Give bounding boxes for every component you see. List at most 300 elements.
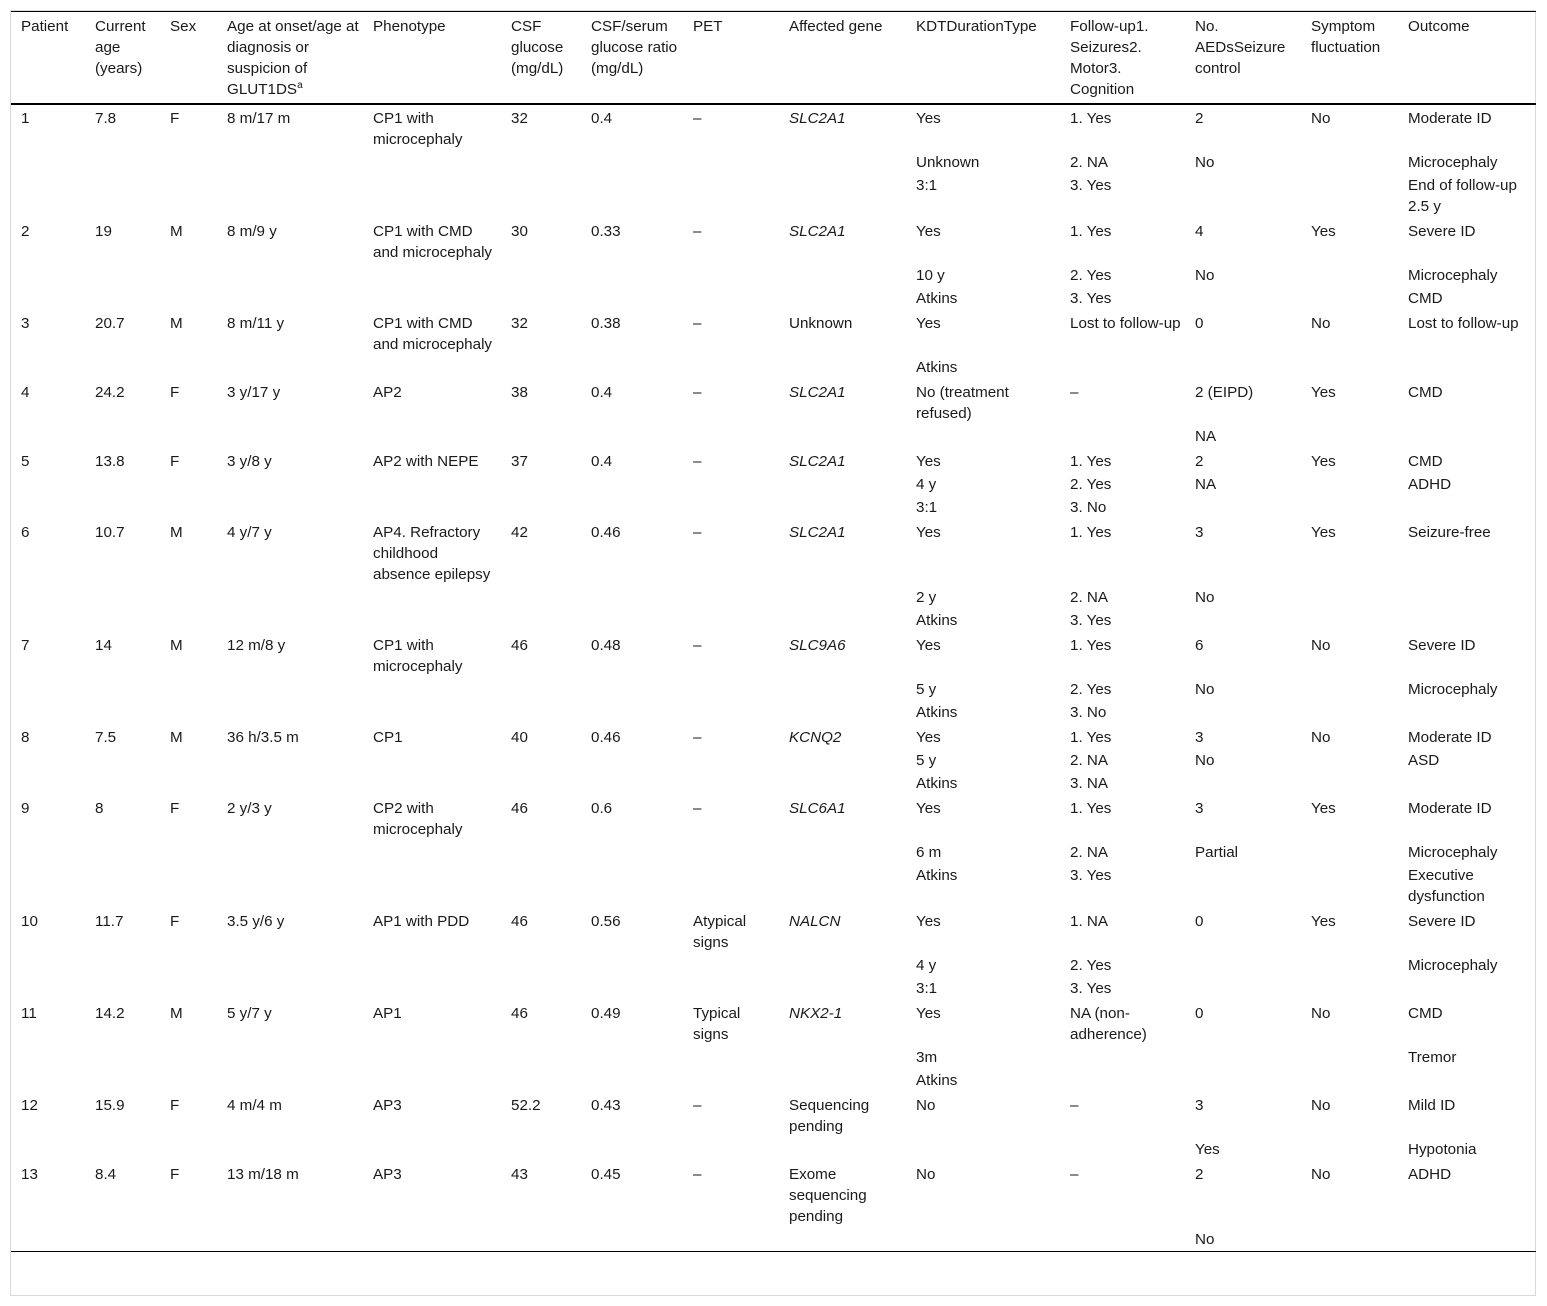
table-cell	[779, 425, 906, 448]
table-cell	[1398, 425, 1536, 448]
table-cell: 8	[21, 729, 30, 746]
table-cell: Atkins	[916, 867, 958, 884]
table-cell: SLC2A1	[789, 384, 846, 401]
table-cell	[683, 425, 779, 448]
table-cell: 2. Yes	[1070, 476, 1112, 493]
table-cell	[160, 287, 217, 310]
table-cell: 46	[511, 1005, 528, 1022]
table-cell	[11, 1046, 85, 1069]
col-header-follow-up: Follow-up1. Seizures2. Motor3. Cognition	[1070, 18, 1149, 98]
table-cell	[581, 425, 683, 448]
table-cell: 1. NA	[1070, 913, 1108, 930]
table-cell: CMD	[1408, 453, 1443, 470]
table-cell	[779, 174, 906, 218]
table-cell: AP2	[373, 384, 402, 401]
table-cell: 2. NA	[1070, 844, 1108, 861]
table-cell: 0.38	[591, 315, 621, 332]
table-cell: 40	[511, 729, 528, 746]
table-cell: 13 m/18 m	[227, 1166, 299, 1183]
table-cell: ADHD	[1408, 1166, 1452, 1183]
table-row	[11, 448, 1536, 473]
table-cell	[85, 496, 160, 519]
table-cell: Microcephaly	[1408, 957, 1498, 974]
table-cell: SLC2A1	[789, 223, 846, 240]
table-cell	[160, 586, 217, 609]
table-cell: 1. Yes	[1070, 110, 1112, 127]
col-header-aeds: No. AEDsSeizure control	[1195, 18, 1286, 77]
table-cell	[85, 701, 160, 724]
table-cell	[1301, 1046, 1398, 1069]
table-cell	[906, 1228, 1060, 1252]
table-cell	[363, 749, 501, 772]
table-cell	[501, 1046, 581, 1069]
table-cell	[363, 356, 501, 379]
table-cell: –	[693, 453, 702, 470]
table-row	[11, 264, 1536, 287]
table-cell	[1060, 1138, 1185, 1161]
table-cell	[501, 701, 581, 724]
table-cell: Yes	[916, 524, 941, 541]
table-cell	[11, 151, 85, 174]
table-cell	[85, 678, 160, 701]
table-cell	[683, 356, 779, 379]
table-cell	[363, 473, 501, 496]
table-row	[11, 1092, 1536, 1138]
table-cell	[779, 749, 906, 772]
table-cell	[1398, 609, 1536, 632]
col-header-current-age: Current age (years)	[95, 18, 146, 77]
table-cell	[1185, 701, 1301, 724]
table-cell: NA	[1195, 428, 1217, 445]
table-row	[11, 496, 1536, 519]
table-cell	[160, 496, 217, 519]
table-cell	[1185, 1069, 1301, 1092]
table-cell	[85, 772, 160, 795]
table-cell	[217, 1046, 363, 1069]
table-cell	[217, 174, 363, 218]
table-cell	[1398, 772, 1536, 795]
table-row	[11, 174, 1536, 218]
table-cell: Unknown	[916, 154, 980, 171]
table-cell	[85, 977, 160, 1000]
table-cell	[779, 496, 906, 519]
table-cell	[85, 954, 160, 977]
table-cell: CMD	[1408, 290, 1443, 307]
table-cell: 3 y/8 y	[227, 453, 272, 470]
table-cell	[217, 701, 363, 724]
table-cell: 2 (EIPD)	[1195, 384, 1254, 401]
table-row	[11, 749, 1536, 772]
table-cell: –	[1070, 384, 1079, 401]
table-cell: No	[1311, 1097, 1331, 1114]
table-cell: End of follow-up 2.5 y	[1408, 177, 1517, 215]
table-cell	[581, 678, 683, 701]
table-cell	[581, 1228, 683, 1252]
table-cell	[683, 772, 779, 795]
table-cell: 3 y/17 y	[227, 384, 281, 401]
table-cell: 4 m/4 m	[227, 1097, 282, 1114]
table-cell: 3	[1195, 1097, 1204, 1114]
table-cell	[779, 954, 906, 977]
table-cell	[11, 264, 85, 287]
table-cell	[1301, 425, 1398, 448]
table-cell	[1060, 1228, 1185, 1252]
table-cell	[11, 356, 85, 379]
table-cell: Microcephaly	[1408, 844, 1498, 861]
table-cell	[217, 609, 363, 632]
table-cell	[1185, 496, 1301, 519]
table-cell: 7	[21, 637, 30, 654]
table-cell	[217, 772, 363, 795]
table-cell	[501, 841, 581, 864]
table-cell	[160, 1069, 217, 1092]
table-cell: 3.5 y/6 y	[227, 913, 285, 930]
table-cell: No	[1311, 1166, 1331, 1183]
table-cell	[501, 954, 581, 977]
table-cell: 5 y	[916, 752, 937, 769]
table-cell: 5	[21, 453, 30, 470]
table-cell	[217, 678, 363, 701]
table-cell: –	[693, 524, 702, 541]
table-cell	[779, 609, 906, 632]
table-cell	[581, 1046, 683, 1069]
table-cell	[217, 356, 363, 379]
table-cell	[217, 264, 363, 287]
table-cell: 12	[21, 1097, 38, 1114]
table-cell	[217, 1138, 363, 1161]
table-cell: Seizure-free	[1408, 524, 1491, 541]
table-cell	[501, 1069, 581, 1092]
table-cell	[11, 586, 85, 609]
table-cell: 5 y	[916, 681, 937, 698]
table-cell	[217, 473, 363, 496]
col-header-affected-gene: Affected gene	[789, 18, 883, 35]
table-cell: 3. Yes	[1070, 612, 1112, 629]
table-cell: Yes	[1311, 913, 1336, 930]
table-cell	[683, 1228, 779, 1252]
table-cell: F	[170, 1166, 180, 1183]
table-cell	[85, 1069, 160, 1092]
table-cell	[11, 864, 85, 908]
table-cell	[11, 678, 85, 701]
table-cell	[363, 864, 501, 908]
table-cell: Yes	[916, 453, 941, 470]
table-cell: Mild ID	[1408, 1097, 1456, 1114]
table-cell	[11, 425, 85, 448]
table-cell	[779, 151, 906, 174]
table-cell: –	[693, 315, 702, 332]
table-cell: 0.46	[591, 524, 621, 541]
table-cell	[581, 151, 683, 174]
table-cell	[217, 1228, 363, 1252]
table-cell: Yes	[916, 1005, 941, 1022]
table-row	[11, 356, 1536, 379]
table-cell: 42	[511, 524, 528, 541]
table-cell	[683, 287, 779, 310]
table-row	[11, 104, 1536, 151]
table-cell: 3:1	[916, 980, 938, 997]
table-cell	[683, 841, 779, 864]
table-cell: 20.7	[95, 315, 125, 332]
table-row	[11, 908, 1536, 954]
table-cell: 3	[21, 315, 30, 332]
table-cell: Severe ID	[1408, 223, 1476, 240]
table-row	[11, 609, 1536, 632]
table-cell	[581, 586, 683, 609]
table-cell: 1. Yes	[1070, 524, 1112, 541]
table-cell	[683, 1069, 779, 1092]
table-cell: 38	[511, 384, 528, 401]
table-cell	[85, 287, 160, 310]
table-cell: SLC6A1	[789, 800, 846, 817]
table-cell: 3:1	[916, 177, 938, 194]
table-cell: 1. Yes	[1070, 223, 1112, 240]
table-cell	[1301, 977, 1398, 1000]
table-cell	[363, 1069, 501, 1092]
table-cell: No	[1195, 589, 1215, 606]
table-cell: 2. NA	[1070, 589, 1108, 606]
table-row	[11, 151, 1536, 174]
table-cell	[363, 1228, 501, 1252]
table-cell	[683, 473, 779, 496]
col-header-csf-glucose: CSF glucose (mg/dL)	[511, 18, 564, 77]
table-cell	[85, 609, 160, 632]
table-cell	[11, 954, 85, 977]
table-cell	[683, 1046, 779, 1069]
table-cell: 4 y/7 y	[227, 524, 272, 541]
table-cell: 19	[95, 223, 112, 240]
table-cell	[11, 749, 85, 772]
table-cell: Atkins	[916, 290, 958, 307]
table-cell	[779, 841, 906, 864]
table-cell: 8 m/11 y	[227, 315, 285, 332]
table-cell: 2	[21, 223, 30, 240]
table-cell	[11, 1138, 85, 1161]
table-cell: F	[170, 384, 180, 401]
table-cell: 11.7	[95, 913, 124, 930]
table-cell: 8.4	[95, 1166, 117, 1183]
table-cell	[1301, 864, 1398, 908]
table-cell	[779, 772, 906, 795]
table-cell: –	[1070, 1097, 1079, 1114]
table-cell	[683, 1138, 779, 1161]
table-cell	[363, 1046, 501, 1069]
table-cell	[11, 174, 85, 218]
table-cell: SLC2A1	[789, 524, 846, 541]
table-cell: CP1 with CMD and microcephaly	[373, 223, 493, 261]
table-cell: Unknown	[789, 315, 853, 332]
table-cell	[779, 473, 906, 496]
table-cell: AP3	[373, 1166, 402, 1183]
table-cell	[501, 678, 581, 701]
table-cell: 0.43	[591, 1097, 621, 1114]
table-cell: M	[170, 637, 183, 654]
table-cell	[11, 287, 85, 310]
col-header-patient: Patient	[21, 18, 69, 35]
table-cell	[779, 864, 906, 908]
table-cell	[779, 1228, 906, 1252]
table-cell: 43	[511, 1166, 528, 1183]
table-cell: 7.8	[95, 110, 117, 127]
table-cell: Yes	[1311, 223, 1336, 240]
table-cell	[1301, 841, 1398, 864]
table-cell: 46	[511, 913, 528, 930]
table-cell	[1398, 1228, 1536, 1252]
table-cell	[501, 977, 581, 1000]
table-cell: 52.2	[511, 1097, 541, 1114]
table-cell	[1301, 264, 1398, 287]
table-cell	[1301, 496, 1398, 519]
table-cell	[683, 864, 779, 908]
table-cell	[581, 1138, 683, 1161]
table-cell: F	[170, 110, 180, 127]
table-cell: Lost to follow-up	[1070, 315, 1181, 332]
table-cell	[581, 287, 683, 310]
table-cell	[85, 841, 160, 864]
table-cell	[501, 473, 581, 496]
table-cell: SLC2A1	[789, 110, 846, 127]
table-cell	[1301, 473, 1398, 496]
table-cell: 2. NA	[1070, 752, 1108, 769]
table-row	[11, 519, 1536, 586]
table-cell: 3	[1195, 729, 1204, 746]
table-row	[11, 772, 1536, 795]
table-cell: Yes	[1311, 453, 1336, 470]
table-cell: 0.6	[591, 800, 613, 817]
table-row	[11, 1228, 1536, 1252]
table-cell	[581, 841, 683, 864]
table-cell: KCNQ2	[789, 729, 842, 746]
table-cell	[363, 678, 501, 701]
table-cell	[1060, 1069, 1185, 1092]
table-cell	[85, 356, 160, 379]
table-cell: 15.9	[95, 1097, 125, 1114]
table-cell	[501, 772, 581, 795]
table-cell: 24.2	[95, 384, 125, 401]
table-cell	[1398, 356, 1536, 379]
table-cell	[683, 954, 779, 977]
table-cell: Moderate ID	[1408, 110, 1492, 127]
table-cell	[779, 1046, 906, 1069]
table-cell	[1301, 678, 1398, 701]
table-cell	[1301, 701, 1398, 724]
table-cell: Yes	[916, 913, 941, 930]
table-cell	[1301, 151, 1398, 174]
table-cell: 0.4	[591, 384, 613, 401]
table-cell	[1185, 864, 1301, 908]
table-cell	[217, 496, 363, 519]
table-cell: Hypotonia	[1408, 1141, 1477, 1158]
table-cell: 46	[511, 637, 528, 654]
table-cell	[363, 264, 501, 287]
table-cell: 4	[21, 384, 30, 401]
table-cell	[160, 749, 217, 772]
table-cell: 14	[95, 637, 112, 654]
table-cell	[85, 1046, 160, 1069]
table-cell	[1301, 586, 1398, 609]
table-cell	[779, 586, 906, 609]
table-cell: NALCN	[789, 913, 841, 930]
table-row	[11, 473, 1536, 496]
table-cell	[581, 609, 683, 632]
table-cell: Yes	[1311, 524, 1336, 541]
table-cell	[501, 609, 581, 632]
table-row	[11, 864, 1536, 908]
table-cell: CP1 with microcephaly	[373, 637, 463, 675]
table-cell: Yes	[916, 110, 941, 127]
table-row	[11, 218, 1536, 264]
table-cell	[11, 772, 85, 795]
table-cell: –	[693, 384, 702, 401]
table-cell	[160, 1138, 217, 1161]
table-cell: NA (non-adherence)	[1070, 1005, 1147, 1043]
table-cell: 3. NA	[1070, 775, 1108, 792]
table-row	[11, 977, 1536, 1000]
table-cell: CMD	[1408, 1005, 1443, 1022]
table-cell: 0.33	[591, 223, 621, 240]
table-row	[11, 425, 1536, 448]
table-row	[11, 701, 1536, 724]
table-cell: Yes	[916, 800, 941, 817]
table-cell	[779, 977, 906, 1000]
table-cell: 3:1	[916, 499, 938, 516]
table-cell: Severe ID	[1408, 913, 1476, 930]
table-cell	[11, 1069, 85, 1092]
table-cell	[85, 586, 160, 609]
header-row	[11, 12, 1536, 105]
table-cell: 7.5	[95, 729, 117, 746]
table-cell	[581, 864, 683, 908]
table-cell	[683, 609, 779, 632]
table-cell: 3. Yes	[1070, 290, 1112, 307]
table-cell	[581, 1069, 683, 1092]
table-cell: Yes	[1195, 1141, 1220, 1158]
table-cell: 1	[21, 110, 30, 127]
table-cell: Yes	[1311, 384, 1336, 401]
table-cell: M	[170, 315, 183, 332]
table-cell	[85, 174, 160, 218]
table-cell: –	[693, 223, 702, 240]
table-cell: 2 y/3 y	[227, 800, 272, 817]
table-cell: M	[170, 729, 183, 746]
table-cell: Partial	[1195, 844, 1239, 861]
table-cell	[1301, 772, 1398, 795]
table-cell	[581, 772, 683, 795]
table-cell: 37	[511, 453, 528, 470]
table-cell: 12 m/8 y	[227, 637, 286, 654]
table-cell: No	[916, 1166, 936, 1183]
table-cell: AP4. Refractory childhood absence epilepsy	[373, 524, 491, 583]
table-cell: 3	[1195, 800, 1204, 817]
table-cell: 8 m/9 y	[227, 223, 277, 240]
table-cell: Microcephaly	[1408, 154, 1498, 171]
table-cell	[581, 264, 683, 287]
table-cell: No	[1311, 315, 1331, 332]
table-row	[11, 632, 1536, 678]
table-cell	[363, 1138, 501, 1161]
table-cell	[11, 496, 85, 519]
table-cell	[160, 151, 217, 174]
table-cell: 30	[511, 223, 528, 240]
table-cell	[363, 841, 501, 864]
table-cell	[581, 356, 683, 379]
table-cell	[581, 701, 683, 724]
table-cell	[779, 1069, 906, 1092]
table-cell	[217, 586, 363, 609]
table-cell: Severe ID	[1408, 637, 1476, 654]
table-cell: 32	[511, 315, 528, 332]
table-cell: Atkins	[916, 612, 958, 629]
